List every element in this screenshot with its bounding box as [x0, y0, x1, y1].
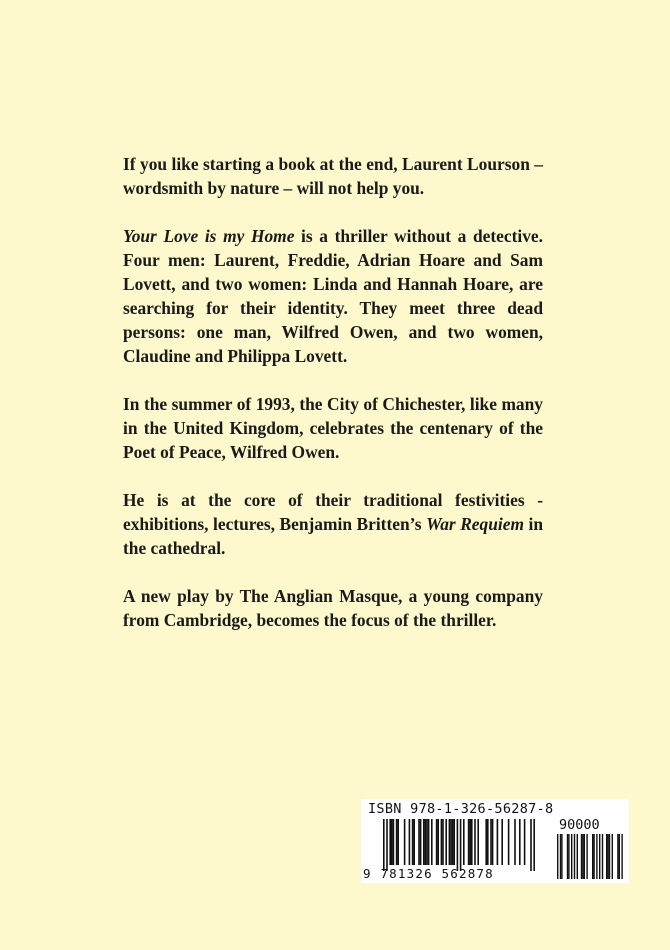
barcode-bar [457, 819, 459, 871]
blurb-p5-text: A new play by The Anglian Masque, a young company from Cambridge, becomes the focus of the thriller. [123, 586, 543, 630]
blurb-p4-end: in the cathedral. [123, 514, 543, 558]
addon-bar [568, 834, 569, 879]
barcode-bar [389, 819, 391, 865]
barcode-bar [492, 819, 494, 865]
blurb-p4-start: He is at the core of their traditional festivities - exhibitions, lectures, Benjamin Britten’s [123, 490, 543, 534]
barcode-bar [450, 819, 452, 865]
barcode-bar [524, 819, 526, 865]
barcode-bar [383, 819, 385, 871]
barcode-bar [463, 819, 465, 865]
addon-bar [606, 834, 607, 879]
barcode-bar [409, 819, 411, 865]
barcode-bar [445, 819, 447, 865]
addon-bar [586, 834, 587, 879]
addon-bar [619, 834, 620, 879]
barcode-bar [418, 819, 420, 865]
barcode-bar [420, 819, 422, 865]
barcode-bar [437, 819, 439, 865]
barcode-bar [425, 819, 427, 865]
barcode-bar [485, 819, 487, 865]
barcode-bar [442, 819, 444, 865]
addon-bar [571, 834, 572, 879]
addon-bar [577, 834, 578, 879]
barcode-bar [501, 819, 503, 865]
barcode-bar [533, 819, 535, 871]
barcode-bar [460, 819, 462, 871]
barcode-bar [436, 819, 438, 865]
addon-bar [584, 834, 585, 879]
barcode-bar [396, 819, 398, 865]
blurb-paragraph-5 [123, 584, 543, 632]
blurb-p3-text: In the summer of 1993, the City of Chichester, like many in the United Kingdom, celebrates the centenary of the Poet of Peace, Wilfred Owen. [123, 394, 543, 462]
addon-bar [593, 834, 594, 879]
barcode-bar [431, 819, 433, 865]
barcode-bar [468, 819, 470, 865]
barcode-bar [453, 819, 455, 865]
addon-bar [557, 834, 558, 879]
barcode-bar [508, 819, 510, 865]
addon-bar [560, 834, 561, 879]
barcode-bar [519, 819, 521, 865]
book-title: Your Love is my Home [123, 226, 295, 246]
barcode-bar [397, 819, 399, 865]
blurb-p1-text: If you like starting a book at the end, Laurent Lourson – wordsmith by nature – will not help you. [123, 154, 543, 198]
barcode-bar [530, 819, 532, 871]
price-code: 90000 [559, 817, 600, 833]
addon-bar [592, 834, 593, 879]
addon-bar [582, 834, 583, 879]
addon-bar [612, 834, 613, 879]
barcode-bar [412, 819, 414, 865]
ean-digits: 9 781326 562878 [363, 866, 494, 881]
addon-bar [561, 834, 562, 879]
isbn-label: ISBN 978-1-326-56287-8 [368, 801, 554, 817]
barcode-bar [514, 819, 516, 865]
blurb-paragraph-2 [123, 224, 543, 368]
barcode-bar [477, 819, 479, 865]
addon-bar [599, 834, 600, 879]
barcode-bar [497, 819, 499, 865]
barcode-bar [428, 819, 430, 865]
barcode-bar [386, 819, 388, 871]
blurb-p2-text: is a thriller without a detective. Four men: Laurent, Freddie, Adrian Hoare and Sam Lovett, and two women: Linda and Hannah Hoare, are searching for their identity. They meet three dead persons: one man, Wilfred Owen, and two women, Claudine and Philippa Lovett. [123, 226, 543, 366]
addon-bar [567, 834, 568, 879]
barcode-bar [452, 819, 454, 865]
barcode-bar [423, 819, 425, 865]
barcode-bar [441, 819, 443, 865]
cover-blurb [123, 152, 543, 656]
addon-bar [574, 834, 575, 879]
blurb-paragraph-1 [123, 152, 543, 200]
isbn-barcode [361, 799, 629, 883]
barcode-bar [391, 819, 393, 865]
blurb-paragraph-3 [123, 392, 543, 464]
addon-bar [581, 834, 582, 879]
addon-bar [617, 834, 618, 879]
addon-bar [609, 834, 610, 879]
barcode-bar [404, 819, 406, 865]
addon-bar [621, 834, 622, 879]
addon-bar [596, 834, 597, 879]
barcode-bar [426, 819, 428, 865]
barcode-bar [474, 819, 476, 865]
barcode-bar [393, 819, 395, 865]
barcode-bar [471, 819, 473, 865]
addon-bar [602, 834, 603, 879]
war-requiem-title: War Requiem [426, 514, 524, 534]
addon-bar [607, 834, 608, 879]
barcode-bar [469, 819, 471, 865]
barcode-bar [490, 819, 492, 865]
blurb-paragraph-4 [123, 488, 543, 560]
barcode-bar [449, 819, 451, 865]
barcode-bar [413, 819, 415, 865]
barcode-bar [487, 819, 489, 865]
